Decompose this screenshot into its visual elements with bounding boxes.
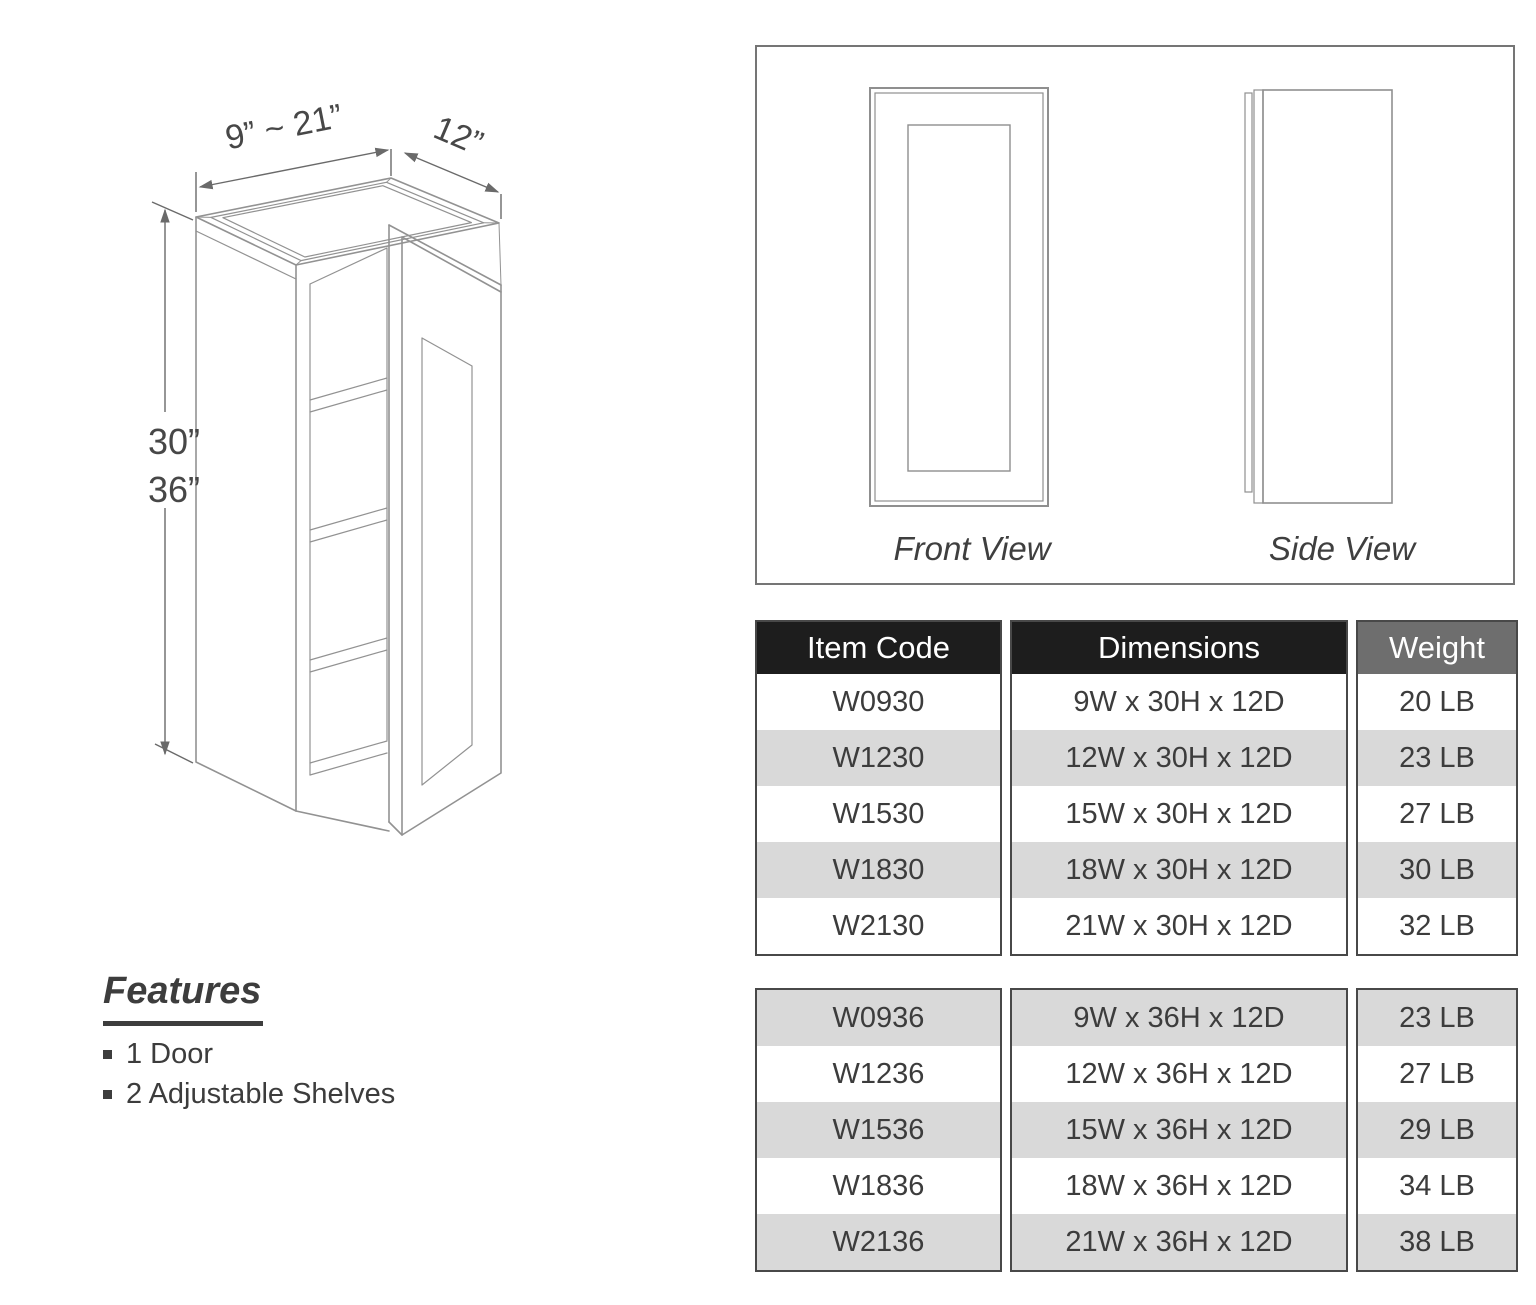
weight-cell: 27 LB: [1358, 786, 1516, 842]
item-code-cell: W2136: [757, 1214, 1000, 1270]
item-code-cell: W1530: [757, 786, 1000, 842]
feature-item-label: 2 Adjustable Shelves: [126, 1078, 396, 1110]
views-drawing: [757, 47, 1513, 583]
weight-cell: 23 LB: [1358, 990, 1516, 1046]
views-panel: [755, 45, 1515, 585]
side-view-label: Side View: [1268, 530, 1416, 567]
features-title: Features: [103, 970, 262, 1012]
item-code-cell: W2130: [757, 898, 1000, 954]
weight-cell: 20 LB: [1358, 674, 1516, 730]
square-bullet-icon: [103, 1090, 112, 1099]
depth-dimension-label: 12”: [428, 108, 489, 163]
side-view-drawing: [1245, 90, 1392, 503]
dimensions-cell: 9W x 36H x 12D: [1012, 990, 1346, 1046]
height-dimension-label-36: 36”: [148, 469, 201, 510]
item-code-cell: W1836: [757, 1158, 1000, 1214]
features-underline: [103, 1021, 263, 1026]
features-section: [103, 970, 395, 1118]
height-dimension-label-30: 30”: [148, 421, 201, 462]
dimensions-cell: 21W x 36H x 12D: [1012, 1214, 1346, 1270]
spec-table-30: [755, 620, 1518, 956]
weight-header: Weight: [1358, 622, 1516, 674]
weight-cell: 27 LB: [1358, 1046, 1516, 1102]
weight-cell: 34 LB: [1358, 1158, 1516, 1214]
dimension-lines: [152, 149, 501, 763]
dimensions-cell: 12W x 30H x 12D: [1012, 730, 1346, 786]
item-code-column: [755, 620, 1002, 956]
front-view-drawing: [870, 88, 1048, 506]
width-dimension-label: 9” ~ 21”: [222, 97, 346, 158]
item-code-cell: W1830: [757, 842, 1000, 898]
dimensions-header: Dimensions: [1012, 622, 1346, 674]
dimensions-cell: 9W x 30H x 12D: [1012, 674, 1346, 730]
weight-cell: 29 LB: [1358, 1102, 1516, 1158]
spec-table-36: [755, 988, 1518, 1272]
square-bullet-icon: [103, 1050, 112, 1059]
dimensions-cell: 12W x 36H x 12D: [1012, 1046, 1346, 1102]
item-code-cell: W1230: [757, 730, 1000, 786]
item-code-cell: W1236: [757, 1046, 1000, 1102]
dimensions-cell: 15W x 30H x 12D: [1012, 786, 1346, 842]
cabinet-lines: [196, 178, 501, 835]
cabinet-isometric-drawing: [60, 40, 740, 950]
dimensions-cell: 18W x 36H x 12D: [1012, 1158, 1346, 1214]
dimensions-column: [1010, 620, 1348, 956]
weight-cell: 32 LB: [1358, 898, 1516, 954]
item-code-header: Item Code: [757, 622, 1000, 674]
feature-item: [103, 1078, 395, 1111]
item-code-column: [755, 988, 1002, 1272]
weight-column: [1356, 620, 1518, 956]
feature-item-label: 1 Door: [126, 1038, 214, 1070]
item-code-cell: W1536: [757, 1102, 1000, 1158]
item-code-cell: W0936: [757, 990, 1000, 1046]
feature-item: [103, 1038, 395, 1071]
weight-cell: 38 LB: [1358, 1214, 1516, 1270]
weight-column: [1356, 988, 1518, 1272]
dimensions-column: [1010, 988, 1348, 1272]
dimensions-cell: 18W x 30H x 12D: [1012, 842, 1346, 898]
front-view-label: Front View: [893, 530, 1051, 567]
weight-cell: 23 LB: [1358, 730, 1516, 786]
dimensions-cell: 15W x 36H x 12D: [1012, 1102, 1346, 1158]
dimensions-cell: 21W x 30H x 12D: [1012, 898, 1346, 954]
item-code-cell: W0930: [757, 674, 1000, 730]
weight-cell: 30 LB: [1358, 842, 1516, 898]
